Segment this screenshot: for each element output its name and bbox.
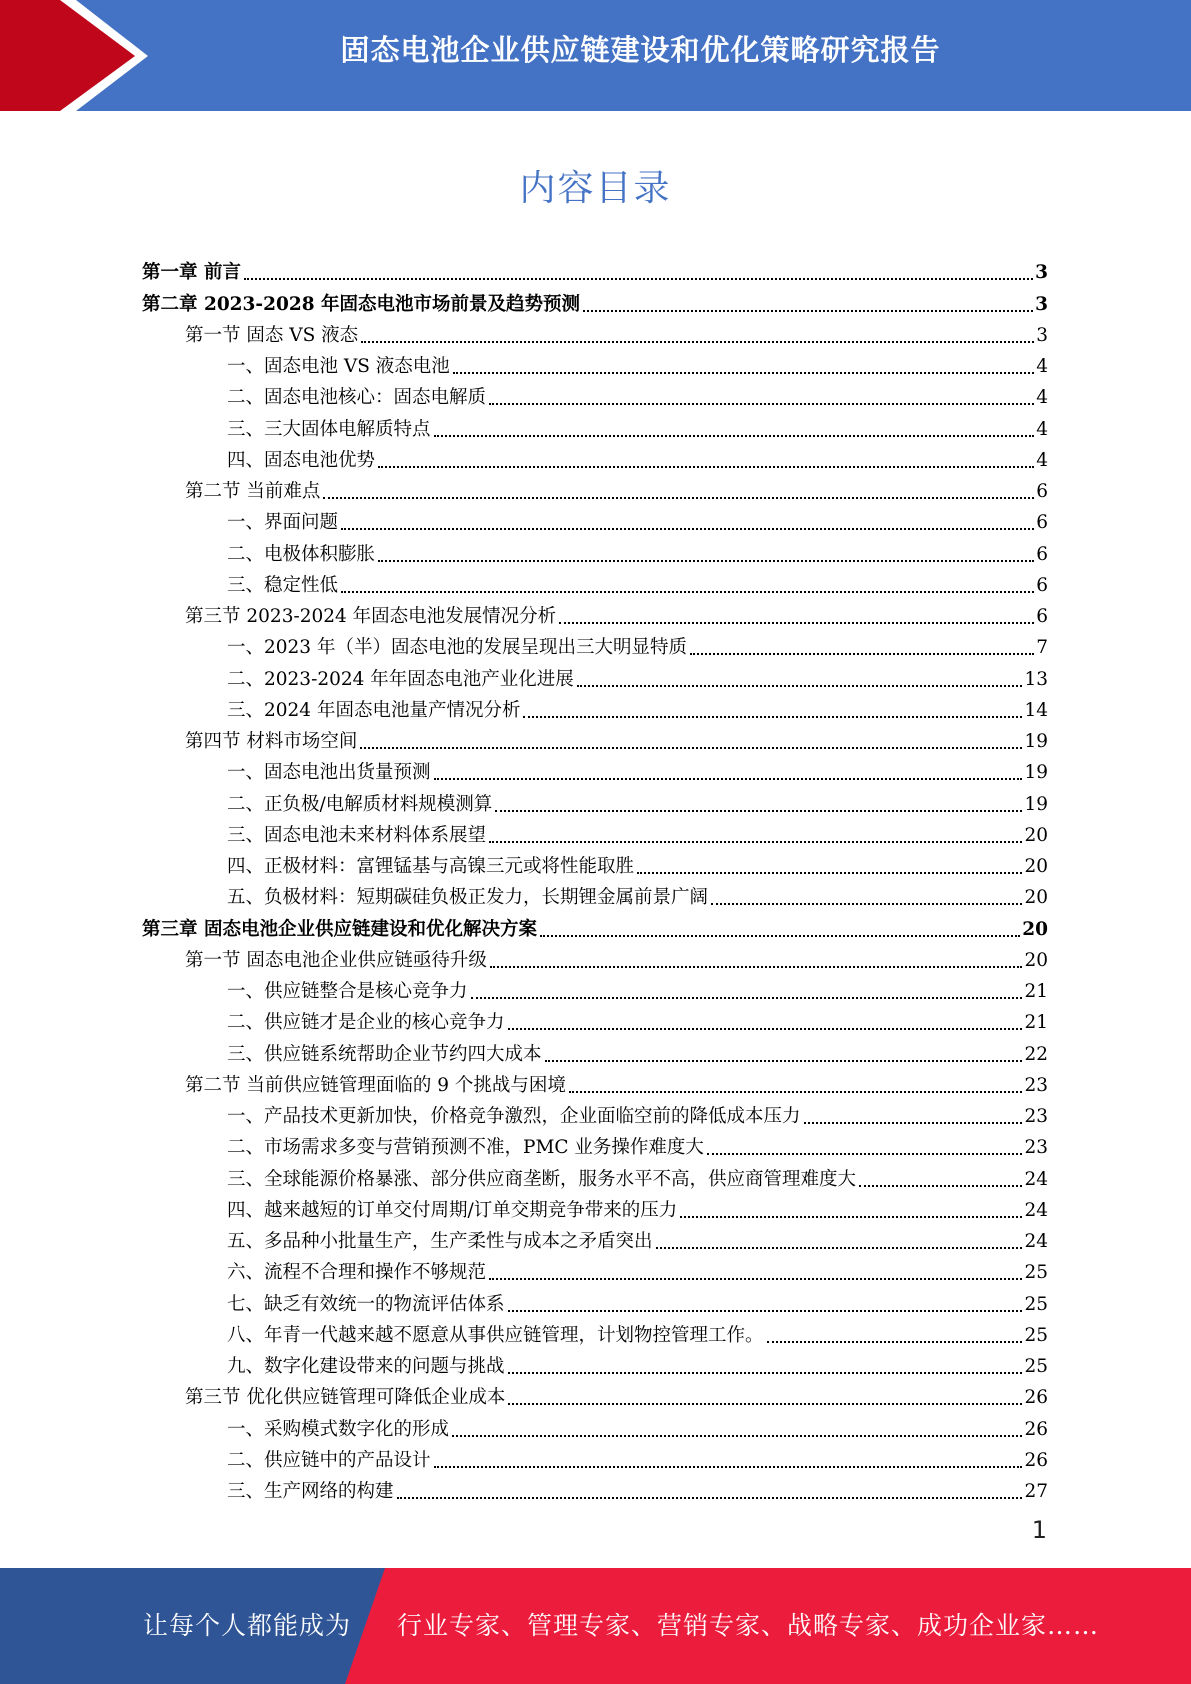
toc-leader-dots: [360, 747, 1022, 749]
toc-leader-dots: [523, 716, 1022, 718]
footer-slogan-left: 让每个人都能成为: [143, 1611, 352, 1640]
toc-entry-title: 第一章 前言: [142, 262, 241, 284]
toc-entry-page: 22: [1024, 1043, 1048, 1065]
toc-entry-page: 13: [1024, 668, 1048, 690]
toc-entry-title: 二、市场需求多变与营销预测不准，PMC 业务操作难度大: [227, 1137, 704, 1159]
toc-leader-dots: [707, 1153, 1023, 1155]
toc-entry-title: 二、2023-2024 年年固态电池产业化进展: [227, 668, 574, 690]
toc-leader-dots: [690, 653, 1034, 655]
toc-leader-dots: [545, 1060, 1023, 1062]
toc-entry[interactable]: [142, 1285, 1048, 1316]
toc-entry-title: 第一节 固态 VS 液态: [185, 324, 359, 346]
toc-entry-title: 二、电极体积膨胀: [227, 543, 376, 565]
toc-entry-page: 4: [1036, 356, 1048, 377]
toc-entry-title: 二、正负极/电解质材料规模测算: [227, 793, 493, 815]
toc-entry[interactable]: [142, 723, 1048, 754]
report-title: 固态电池企业供应链建设和优化策略研究报告: [340, 33, 941, 67]
toc-leader-dots: [361, 341, 1034, 343]
toc-entry-title: 第二节 当前难点: [185, 481, 321, 502]
toc-entry[interactable]: [142, 879, 1048, 910]
toc-leader-dots: [637, 872, 1022, 874]
toc-leader-dots: [495, 810, 1022, 812]
toc-entry-page: 19: [1024, 731, 1048, 752]
toc-entry[interactable]: [142, 1254, 1048, 1285]
toc-entry[interactable]: [142, 1192, 1048, 1223]
toc-entry-page: 3: [1035, 293, 1048, 315]
table-of-contents: [142, 254, 1048, 1504]
toc-entry[interactable]: [142, 1160, 1048, 1191]
toc-entry-title: 第四节 材料市场空间: [185, 731, 358, 752]
toc-entry[interactable]: [142, 473, 1048, 504]
toc-leader-dots: [434, 1466, 1023, 1468]
toc-leader-dots: [804, 1122, 1023, 1124]
toc-entry-title: 一、界面问题: [227, 512, 339, 534]
toc-entry[interactable]: [142, 942, 1048, 973]
toc-entry-page: 23: [1024, 1074, 1048, 1096]
toc-entry[interactable]: [142, 285, 1048, 316]
toc-entry[interactable]: [142, 754, 1048, 785]
toc-entry[interactable]: [142, 910, 1048, 941]
toc-entry-page: 6: [1036, 481, 1048, 502]
toc-leader-dots: [711, 903, 1022, 905]
toc-entry-title: 九、数字化建设带来的问题与挑战: [227, 1356, 505, 1377]
toc-entry-title: 三、2024 年固态电池量产情况分析: [227, 699, 521, 721]
toc-leader-dots: [540, 935, 1020, 937]
toc-entry-page: 4: [1036, 418, 1048, 440]
toc-entry-title: 四、越来越短的订单交付周期/订单交期竞争带来的压力: [227, 1199, 678, 1221]
toc-entry[interactable]: [142, 692, 1048, 723]
toc-entry[interactable]: [142, 660, 1048, 691]
toc-entry-title: 第一节 固态电池企业供应链亟待升级: [185, 949, 487, 971]
toc-entry-page: 23: [1024, 1106, 1048, 1127]
toc-leader-dots: [341, 528, 1034, 530]
toc-leader-dots: [323, 497, 1034, 499]
toc-entry[interactable]: [142, 973, 1048, 1004]
header-arrow-red: [0, 0, 148, 111]
toc-entry[interactable]: [142, 1379, 1048, 1410]
toc-leader-dots: [489, 403, 1034, 405]
toc-leader-dots: [378, 560, 1034, 562]
toc-entry[interactable]: [142, 348, 1048, 379]
toc-entry-page: 4: [1036, 387, 1048, 409]
toc-entry[interactable]: [142, 817, 1048, 848]
toc-entry-title: 三、生产网络的构建: [227, 1481, 394, 1502]
toc-leader-dots: [583, 310, 1033, 312]
toc-leader-dots: [378, 466, 1034, 468]
toc-entry-page: 20: [1022, 918, 1048, 940]
toc-entry-page: 21: [1024, 981, 1048, 1002]
toc-entry-title: 第二节 当前供应链管理面临的 9 个挑战与困境: [185, 1074, 566, 1096]
toc-entry-title: 五、多品种小批量生产，生产柔性与成本之矛盾突出: [227, 1231, 653, 1252]
toc-entry-title: 一、固态电池出货量预测: [227, 762, 431, 784]
toc-entry-title: 三、供应链系统帮助企业节约四大成本: [227, 1043, 542, 1065]
toc-entry[interactable]: [142, 379, 1048, 410]
toc-entry-title: 二、供应链才是企业的核心竞争力: [227, 1012, 505, 1034]
toc-entry-page: 23: [1024, 1137, 1048, 1159]
toc-entry-title: 第三节 优化供应链管理可降低企业成本: [185, 1387, 506, 1409]
toc-leader-dots: [490, 966, 1023, 968]
toc-entry[interactable]: [142, 848, 1048, 879]
toc-entry-page: 26: [1024, 1418, 1048, 1440]
toc-entry-page: 21: [1024, 1012, 1048, 1034]
toc-leader-dots: [341, 591, 1034, 593]
toc-leader-dots: [489, 1278, 1022, 1280]
toc-entry-page: 3: [1036, 324, 1048, 346]
toc-entry-title: 三、全球能源价格暴涨、部分供应商垄断，服务水平不高，供应商管理难度大: [227, 1168, 857, 1190]
page-header: [0, 0, 1191, 111]
toc-leader-dots: [559, 622, 1034, 624]
toc-entry-title: 三、三大固体电解质特点: [227, 418, 431, 440]
toc-leader-dots: [452, 1435, 1022, 1437]
footer-slogan-right: 行业专家、管理专家、营销专家、战略专家、成功企业家……: [397, 1611, 1100, 1640]
toc-entry-page: 25: [1024, 1356, 1048, 1377]
toc-entry[interactable]: [142, 1410, 1048, 1441]
toc-leader-dots: [244, 278, 1033, 280]
toc-entry-page: 19: [1024, 793, 1048, 815]
toc-leader-dots: [471, 997, 1023, 999]
toc-entry-page: 6: [1036, 574, 1048, 596]
toc-entry-title: 一、产品技术更新加快，价格竞争激烈，企业面临空前的降低成本压力: [227, 1106, 801, 1127]
toc-entry[interactable]: [142, 1035, 1048, 1066]
toc-leader-dots: [453, 372, 1034, 374]
toc-entry-page: 19: [1024, 762, 1048, 784]
toc-entry-page: 14: [1024, 699, 1048, 721]
toc-leader-dots: [489, 841, 1022, 843]
toc-entry[interactable]: [142, 1317, 1048, 1348]
toc-entry-page: 27: [1024, 1481, 1048, 1502]
toc-entry-page: 3: [1035, 262, 1048, 284]
toc-entry[interactable]: [142, 1348, 1048, 1379]
toc-leader-dots: [569, 1091, 1023, 1093]
toc-entry-title: 四、正极材料：富锂锰基与高镍三元或将性能取胜: [227, 856, 635, 877]
toc-entry-page: 24: [1024, 1231, 1048, 1252]
toc-entry-title: 一、固态电池 VS 液态电池: [227, 356, 450, 377]
toc-entry-title: 第三章 固态电池企业供应链建设和优化解决方案: [142, 918, 537, 940]
toc-entry[interactable]: [142, 442, 1048, 473]
toc-entry-page: 25: [1024, 1262, 1048, 1284]
toc-entry[interactable]: [142, 1223, 1048, 1254]
toc-entry-title: 六、流程不合理和操作不够规范: [227, 1262, 487, 1284]
toc-entry-title: 八、年青一代越来越不愿意从事供应链管理，计划物控管理工作。: [227, 1324, 764, 1346]
toc-entry-title: 三、稳定性低: [227, 574, 339, 596]
toc-leader-dots: [508, 1403, 1022, 1405]
toc-leader-dots: [397, 1497, 1023, 1499]
page-footer: [0, 1568, 1191, 1684]
toc-leader-dots: [508, 1028, 1023, 1030]
toc-entry-title: 一、2023 年（半）固态电池的发展呈现出三大明显特质: [227, 637, 687, 659]
toc-entry-page: 25: [1024, 1293, 1048, 1315]
toc-entry-title: 二、供应链中的产品设计: [227, 1449, 431, 1471]
toc-entry-title: 一、采购模式数字化的形成: [227, 1418, 450, 1440]
toc-entry[interactable]: [142, 254, 1048, 285]
toc-entry-page: 26: [1024, 1449, 1048, 1471]
toc-entry-title: 五、负极材料：短期碳硅负极正发力，长期锂金属前景广阔: [227, 887, 709, 909]
toc-entry-page: 6: [1036, 543, 1048, 565]
toc-entry[interactable]: [142, 598, 1048, 629]
toc-entry[interactable]: [142, 535, 1048, 566]
toc-entry-page: 6: [1036, 606, 1048, 627]
toc-entry-page: 4: [1036, 449, 1048, 471]
toc-leader-dots: [656, 1247, 1023, 1249]
toc-entry[interactable]: [142, 1442, 1048, 1473]
toc-entry[interactable]: [142, 629, 1048, 660]
toc-entry[interactable]: [142, 1004, 1048, 1035]
toc-entry[interactable]: [142, 1473, 1048, 1504]
toc-entry-page: 20: [1024, 887, 1048, 909]
toc-leader-dots: [434, 435, 1035, 437]
toc-leader-dots: [859, 1185, 1022, 1187]
toc-entry-title: 四、固态电池优势: [227, 449, 376, 471]
toc-leader-dots: [767, 1341, 1023, 1343]
toc-entry-page: 20: [1024, 949, 1048, 971]
toc-leader-dots: [508, 1310, 1023, 1312]
toc-entry[interactable]: [142, 317, 1048, 348]
toc-entry[interactable]: [142, 1098, 1048, 1129]
toc-entry-page: 24: [1024, 1168, 1048, 1190]
toc-entry[interactable]: [142, 785, 1048, 816]
toc-entry-page: 24: [1024, 1199, 1048, 1221]
toc-entry-page: 26: [1024, 1387, 1048, 1409]
toc-leader-dots: [434, 778, 1023, 780]
toc-entry[interactable]: [142, 1067, 1048, 1098]
page-number: 1: [1031, 1516, 1047, 1544]
toc-entry-title: 一、供应链整合是核心竞争力: [227, 981, 468, 1002]
toc-entry-title: 三、固态电池未来材料体系展望: [227, 824, 487, 846]
toc-entry-title: 二、固态电池核心：固态电解质: [227, 387, 487, 409]
toc-entry-title: 第三节 2023-2024 年固态电池发展情况分析: [185, 606, 557, 627]
toc-leader-dots: [680, 1216, 1022, 1218]
toc-entry-page: 7: [1036, 637, 1048, 659]
toc-leader-dots: [577, 685, 1023, 687]
toc-entry-page: 20: [1024, 824, 1048, 846]
toc-entry[interactable]: [142, 1129, 1048, 1160]
toc-entry-page: 20: [1024, 856, 1048, 877]
toc-entry-page: 25: [1024, 1324, 1048, 1346]
toc-entry[interactable]: [142, 504, 1048, 535]
toc-entry[interactable]: [142, 410, 1048, 441]
toc-entry-page: 6: [1036, 512, 1048, 534]
toc-entry[interactable]: [142, 567, 1048, 598]
toc-leader-dots: [508, 1372, 1023, 1374]
toc-entry-title: 第二章 2023-2028 年固态电池市场前景及趋势预测: [142, 293, 581, 315]
toc-entry-title: 七、缺乏有效统一的物流评估体系: [227, 1293, 505, 1315]
toc-heading: 内容目录: [519, 168, 672, 209]
